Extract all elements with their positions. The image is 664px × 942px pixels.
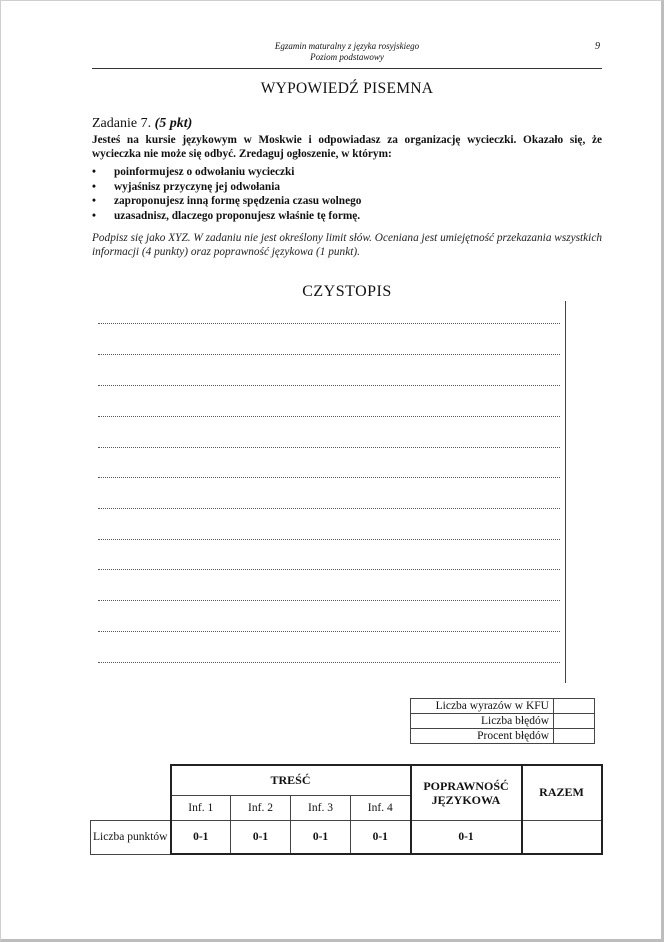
- writing-area[interactable]: [92, 301, 566, 683]
- exam-title-line2: Poziom podstawowy: [310, 52, 384, 62]
- error-percent-cell[interactable]: [554, 729, 595, 744]
- blank-corner: [91, 795, 171, 820]
- writing-line[interactable]: [98, 354, 560, 355]
- error-count-label: Liczba błędów: [411, 714, 554, 729]
- task-label: Zadanie 7.: [92, 116, 152, 131]
- writing-line[interactable]: [98, 539, 560, 540]
- score-table: [90, 764, 603, 855]
- exam-title-line1: Egzamin maturalny z języka rosyjskiego: [274, 41, 420, 51]
- draft-title: CZYSTOPIS: [302, 283, 392, 300]
- score-cell-total[interactable]: [522, 820, 602, 854]
- table-row: [411, 714, 595, 729]
- table-row: [411, 699, 595, 714]
- writing-line[interactable]: [98, 662, 560, 663]
- task-bullet-list: [92, 165, 602, 223]
- error-count-cell[interactable]: [554, 714, 595, 729]
- table-row: [91, 765, 602, 795]
- score-cell-inf3[interactable]: 0-1: [291, 820, 351, 854]
- writing-line[interactable]: [98, 477, 560, 478]
- sub-header-inf2: Inf. 2: [231, 795, 291, 820]
- writing-line[interactable]: [98, 323, 560, 324]
- table-row: [91, 820, 602, 854]
- error-percent-label: Procent błędów: [411, 729, 554, 744]
- word-count-label: Liczba wyrazów w KFU: [411, 699, 554, 714]
- writing-line[interactable]: [98, 569, 560, 570]
- task-block: [92, 116, 602, 259]
- task-bullet: • wyjaśnisz przyczynę jej odwołania: [92, 180, 602, 195]
- writing-line[interactable]: [98, 631, 560, 632]
- section-title: WYPOWIEDŹ PISEMNA: [260, 80, 434, 97]
- task-points: (5 pkt): [154, 116, 193, 131]
- task-bullet: • uzasadnisz, dlaczego proponujesz właśnie tę formę.: [92, 209, 602, 224]
- task-intro: Jesteś na kursie językowym w Moskwie i odpowiadasz za organizację wycieczki. Okazało się, że wycieczka nie może się odbyć. Zredaguj ogłoszenie, w którym:: [92, 134, 602, 160]
- score-cell-inf4[interactable]: 0-1: [351, 820, 411, 854]
- correctness-header: POPRAWNOŚĆ JĘZYKOWA: [411, 765, 522, 820]
- total-header: RAZEM: [522, 765, 602, 820]
- writing-line[interactable]: [98, 447, 560, 448]
- word-stats-table: [410, 698, 595, 744]
- score-cell-inf1[interactable]: 0-1: [171, 820, 231, 854]
- writing-line[interactable]: [98, 508, 560, 509]
- page-number: 9: [595, 41, 600, 52]
- page-header: [92, 40, 602, 69]
- sub-header-inf3: Inf. 3: [291, 795, 351, 820]
- content-header: TREŚĆ: [171, 765, 411, 795]
- sub-header-inf1: Inf. 1: [171, 795, 231, 820]
- task-bullet: • poinformujesz o odwołaniu wycieczki: [92, 165, 602, 180]
- table-row: [411, 729, 595, 744]
- task-bullet: • zaproponujesz inną formę spędzenia czasu wolnego: [92, 194, 602, 209]
- task-note: Podpisz się jako XYZ. W zadaniu nie jest określony limit słów. Oceniana jest umiejętność przekazania wszystkich informacji (4 punkty) oraz poprawność językowa (1 punkt).: [92, 232, 602, 258]
- writing-line[interactable]: [98, 600, 560, 601]
- word-count-cell[interactable]: [554, 699, 595, 714]
- margin-line: [565, 301, 566, 683]
- writing-line[interactable]: [98, 385, 560, 386]
- points-row-label: Liczba punktów: [91, 820, 171, 854]
- score-cell-correctness[interactable]: 0-1: [411, 820, 522, 854]
- task-heading: [92, 116, 602, 132]
- score-cell-inf2[interactable]: 0-1: [231, 820, 291, 854]
- blank-corner: [91, 765, 171, 795]
- writing-line[interactable]: [98, 416, 560, 417]
- exam-title: [92, 41, 602, 63]
- sub-header-inf4: Inf. 4: [351, 795, 411, 820]
